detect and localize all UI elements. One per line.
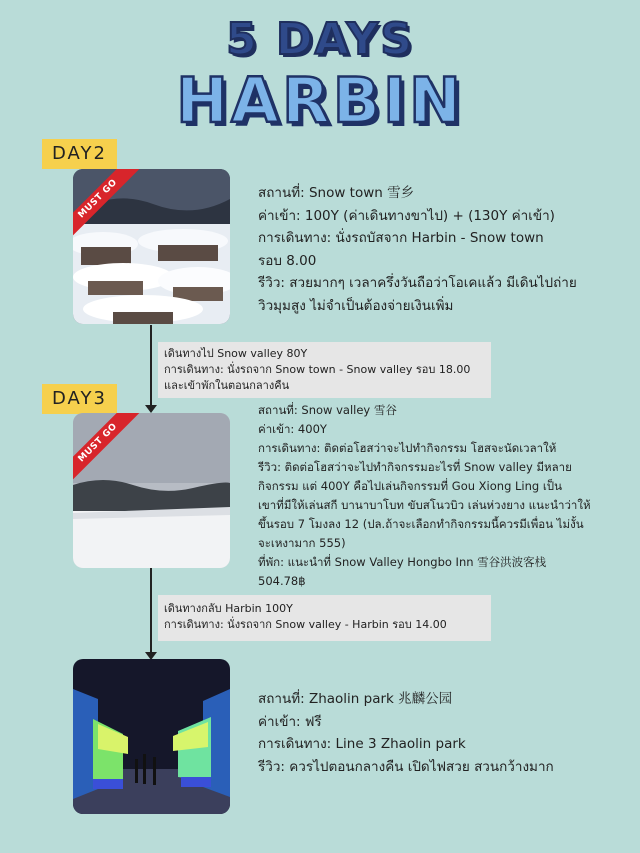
transfer2-line: การเดินทาง: นั่งรถจาก Snow valley - Harbin รอบ 14.00	[164, 618, 447, 631]
day3-review: รีวิว: ติดต่อโฮสว่าจะไปทำกิจกรรมอะไรที่ Snow valley มีหลาย	[258, 460, 572, 474]
day2-travel: การเดินทาง: นั่งรถบัสจาก Harbin - Snow town	[258, 230, 544, 246]
day2-review-cont: วิวมุมสูง ไม่จำเป็นต้องจ่ายเงินเพิ่ม	[258, 297, 454, 314]
title-city: HARBIN	[176, 64, 464, 137]
zhaolin-park-photo	[73, 659, 230, 814]
day4-fee: ค่าเข้า: ฟรี	[258, 713, 322, 730]
day3-review: จะเหงามาก 555)	[258, 536, 346, 550]
day3-info	[258, 401, 638, 591]
day4-place: สถานที่: Zhaolin park 兆麟公园	[258, 691, 453, 707]
day2-travel-time: รอบ 8.00	[258, 252, 317, 269]
day3-stay-price: 504.78฿	[258, 574, 306, 588]
day3-tag: DAY3	[42, 384, 117, 414]
day3-fee: ค่าเข้า: 400Y	[258, 422, 327, 436]
connector-line-1	[150, 325, 152, 407]
day3-travel: การเดินทาง: ติดต่อโฮสว่าจะไปทำกิจกรรม โฮสจะนัดเวลาให้	[258, 441, 557, 455]
day2-fee: ค่าเข้า: 100Y (ค่าเดินทางขาไป) + (130Y ค่าเข้า)	[258, 207, 555, 224]
arrow-down-icon	[145, 405, 157, 413]
day2-place: สถานที่: Snow town 雪乡	[258, 185, 415, 201]
transfer1-line: การเดินทาง: นั่งรถจาก Snow town - Snow valley รอบ 18.00	[164, 363, 471, 376]
day4-review: รีวิว: ควรไปตอนกลางคืน เปิดไฟสวย สวนกว้างมาก	[258, 758, 554, 775]
day4-travel: การเดินทาง: Line 3 Zhaolin park	[258, 736, 466, 752]
day2-info	[258, 182, 628, 317]
must-go-ribbon: MUST GO	[73, 169, 143, 244]
must-go-ribbon: MUST GO	[73, 413, 143, 488]
title-days: 5 DAYS	[226, 14, 414, 65]
day3-review: เขาที่มีให้เล่นสกี บานาบาโบท ขับสโนวบิว เล่นห่วงยาง แนะนำว่าให้	[258, 498, 591, 512]
day2-review: รีวิว: สวยมากๆ เวลาครึ่งวันถือว่าโอเคแล้ว มีเดินไปถ่าย	[258, 275, 577, 291]
connector-line-2	[150, 568, 152, 656]
day3-stay: ที่พัก: แนะนำที่ Snow Valley Hongbo Inn 雪谷洪波客栈	[258, 555, 547, 569]
day3-review: กิจกรรม แต่ 400Y คือไปเล่นกิจกรรมที่ Gou Xiong Ling เป็น	[258, 479, 562, 493]
snow-town-photo	[73, 169, 230, 324]
transfer1-line: เดินทางไป Snow valley 80Y	[164, 347, 308, 360]
day2-tag: DAY2	[42, 139, 117, 169]
day4-info	[258, 688, 628, 778]
transfer2-line: เดินทางกลับ Harbin 100Y	[164, 602, 293, 615]
transfer1-line: และเข้าพักในตอนกลางคืน	[164, 379, 290, 392]
transfer-note-1	[158, 342, 491, 398]
day3-place: สถานที่: Snow valley 雪谷	[258, 403, 397, 417]
snow-valley-photo	[73, 413, 230, 568]
transfer-note-2	[158, 595, 491, 641]
day3-review: ขึ้นรอบ 7 โมงลง 12 (ปล.ถ้าจะเลือกทำกิจกรรมนี้ควรมีเพื่อน ไม่งั้น	[258, 517, 584, 531]
